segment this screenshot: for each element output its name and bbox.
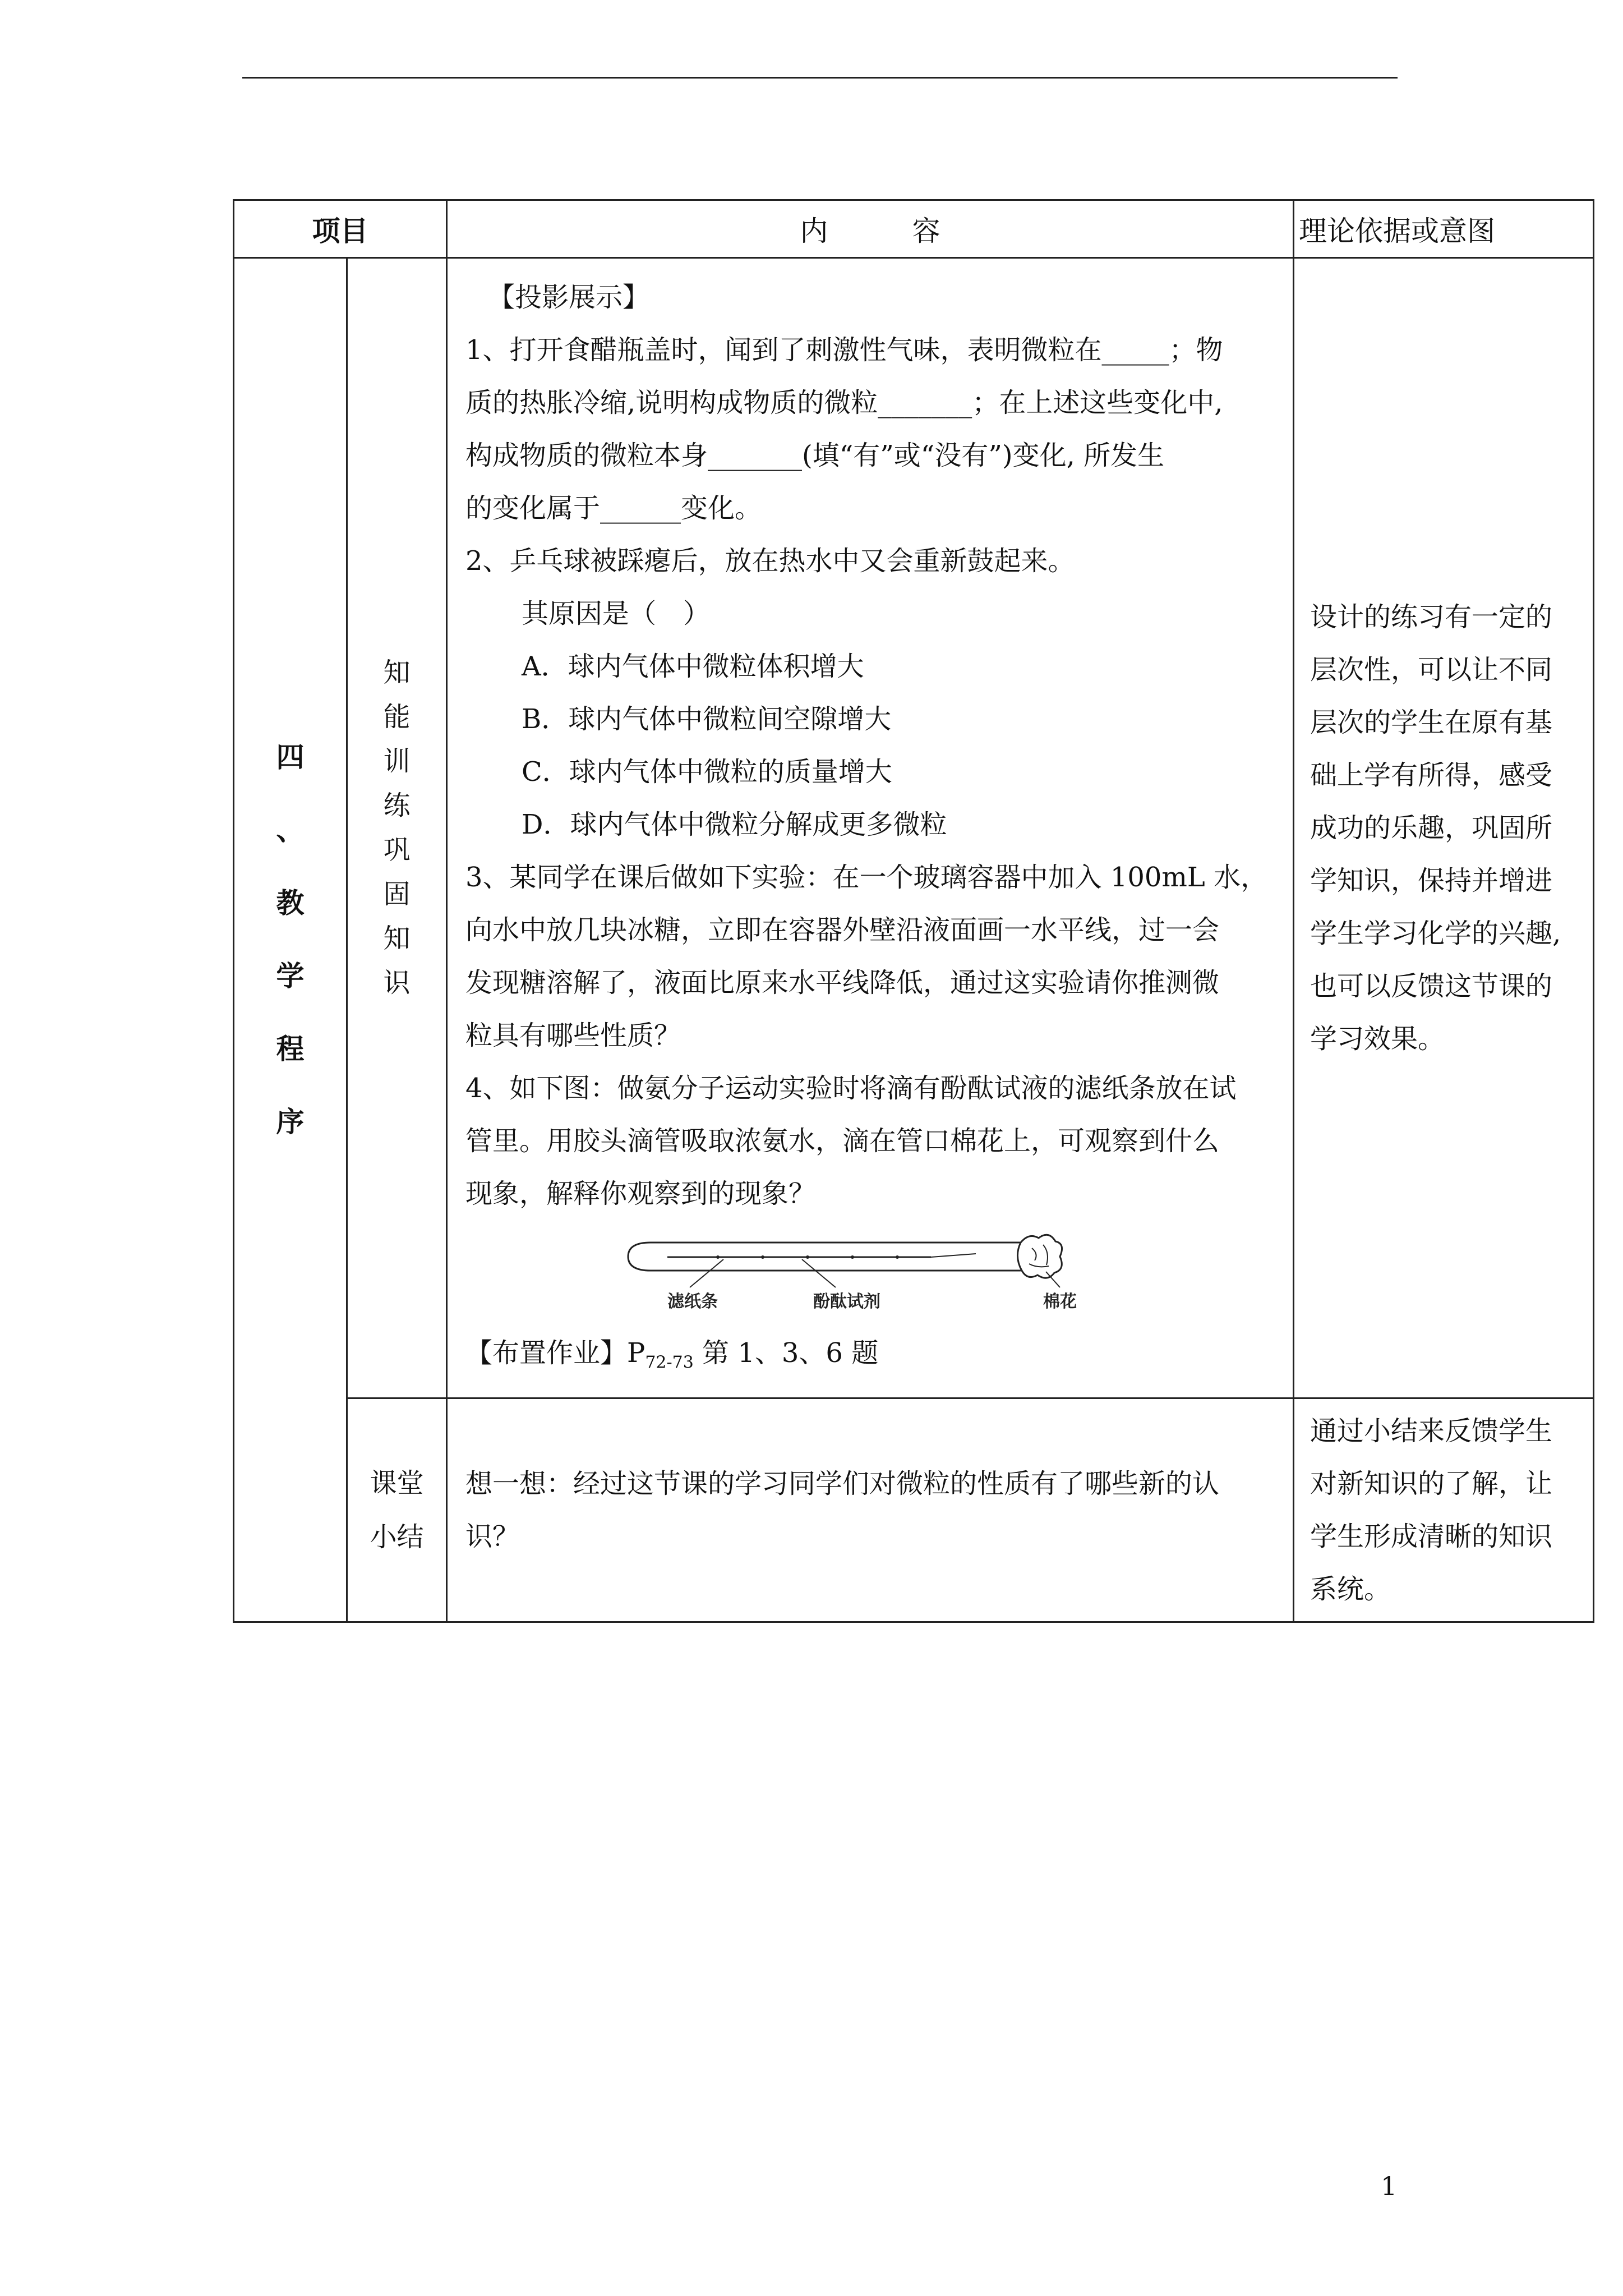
phenolphthalein-dot: [851, 1255, 854, 1259]
question-4-line: 现象，解释你观察到的现象？: [465, 1178, 816, 1209]
header-rule: [242, 77, 1398, 79]
question-2-option-b: B．球内气体中微粒间空隙增大: [522, 703, 892, 735]
question-1-line: 的变化属于______变化。: [465, 493, 762, 524]
page-number: 1: [1381, 2171, 1398, 2201]
question-3-line: 3、某同学在课后做如下实验：在一个玻璃容器中加入 100mL 水，: [465, 862, 1268, 893]
question-2-stem: 其原因是（ ）: [522, 598, 711, 629]
test-tube-diagram: [617, 1226, 1094, 1315]
section-title: 四 、 教 学 程 序: [234, 258, 347, 1622]
training-label: 知 能 训 练 巩 固 知 识: [347, 258, 447, 1398]
question-4-line: 管里。用胶头滴管吸取浓氨水，滴在管口棉花上，可观察到什么: [465, 1125, 1220, 1157]
summary-content: 想一想：经过这节课的学习同学们对微粒的性质有了哪些新的认 识？: [447, 1398, 1294, 1622]
question-1-line: 1、打开食醋瓶盖时，闻到了刺激性气味，表明微粒在_____；物: [465, 334, 1223, 366]
table-header-row: [234, 200, 1594, 258]
summary-rationale: 通过小结来反馈学生 对新知识的了解，让 学生形成清晰的知识 系统。: [1294, 1398, 1594, 1622]
homework-assignment: 【布置作业】$P_{72-73}$ 第 1、3、6 题: [465, 1337, 879, 1373]
question-2-option-a: A．球内气体中微粒体积增大: [522, 651, 864, 682]
pointer-filter-paper: [690, 1259, 723, 1287]
question-2-option-d: D．球内气体中微粒分解成更多微粒: [522, 809, 947, 840]
phenolphthalein-dot: [716, 1255, 720, 1259]
filter-paper-label: 滤纸条: [667, 1292, 718, 1312]
summary-row: [234, 1398, 1594, 1622]
question-2: 2、乒乓球被踩瘪后，放在热水中又会重新鼓起来。: [465, 545, 1075, 577]
question-2-option-c: C．球内气体中微粒的质量增大: [522, 756, 892, 788]
phenolphthalein-dot: [896, 1255, 899, 1259]
cotton-label: 棉花: [1043, 1292, 1077, 1312]
question-3-line: 向水中放几块冰糖，立即在容器外壁沿液面画一水平线，过一会: [465, 914, 1220, 946]
summary-label: 课堂 小结: [347, 1398, 447, 1622]
phenolphthalein-label: 酚酞试剂: [813, 1292, 880, 1312]
question-3-line: 发现糖溶解了，液面比原来水平线降低，通过这实验请你推测微: [465, 967, 1220, 999]
cotton-ball: [1017, 1235, 1062, 1278]
question-3-line: 粒具有哪些性质？: [465, 1020, 681, 1051]
header-rationale: 理论依据或意图: [1294, 200, 1594, 258]
lesson-table: [233, 199, 1594, 1623]
question-1-line: 质的热胀冷缩,说明构成物质的微粒_______；在上述这些变化中,: [465, 387, 1223, 418]
phenolphthalein-dot: [806, 1255, 809, 1259]
question-4-line: 4、如下图：做氨分子运动实验时将滴有酚酞试液的滤纸条放在试: [465, 1073, 1237, 1104]
phenolphthalein-dot: [761, 1255, 764, 1259]
filter-paper-end: [931, 1254, 976, 1257]
cotton-texture: [1029, 1245, 1049, 1267]
training-rationale: 设计的练习有一定的 层次性，可以让不同 层次的学生在原有基 础上学有所得，感受 成功的乐趣，巩固所 学知识，保持并增进 学生学习化学的兴趣, 也可以反馈这节课的 学习效果。: [1294, 258, 1594, 1398]
projection-title: 【投影展示】: [488, 282, 650, 313]
training-row: [234, 258, 1594, 1398]
pointer-phenolphthalein: [802, 1259, 836, 1287]
header-project: 项目: [234, 200, 447, 258]
header-content: 内 容: [447, 200, 1294, 258]
question-1-line: 构成物质的微粒本身_______(填“有”或“没有”)变化, 所发生: [465, 440, 1165, 471]
training-content: [447, 258, 1294, 1398]
